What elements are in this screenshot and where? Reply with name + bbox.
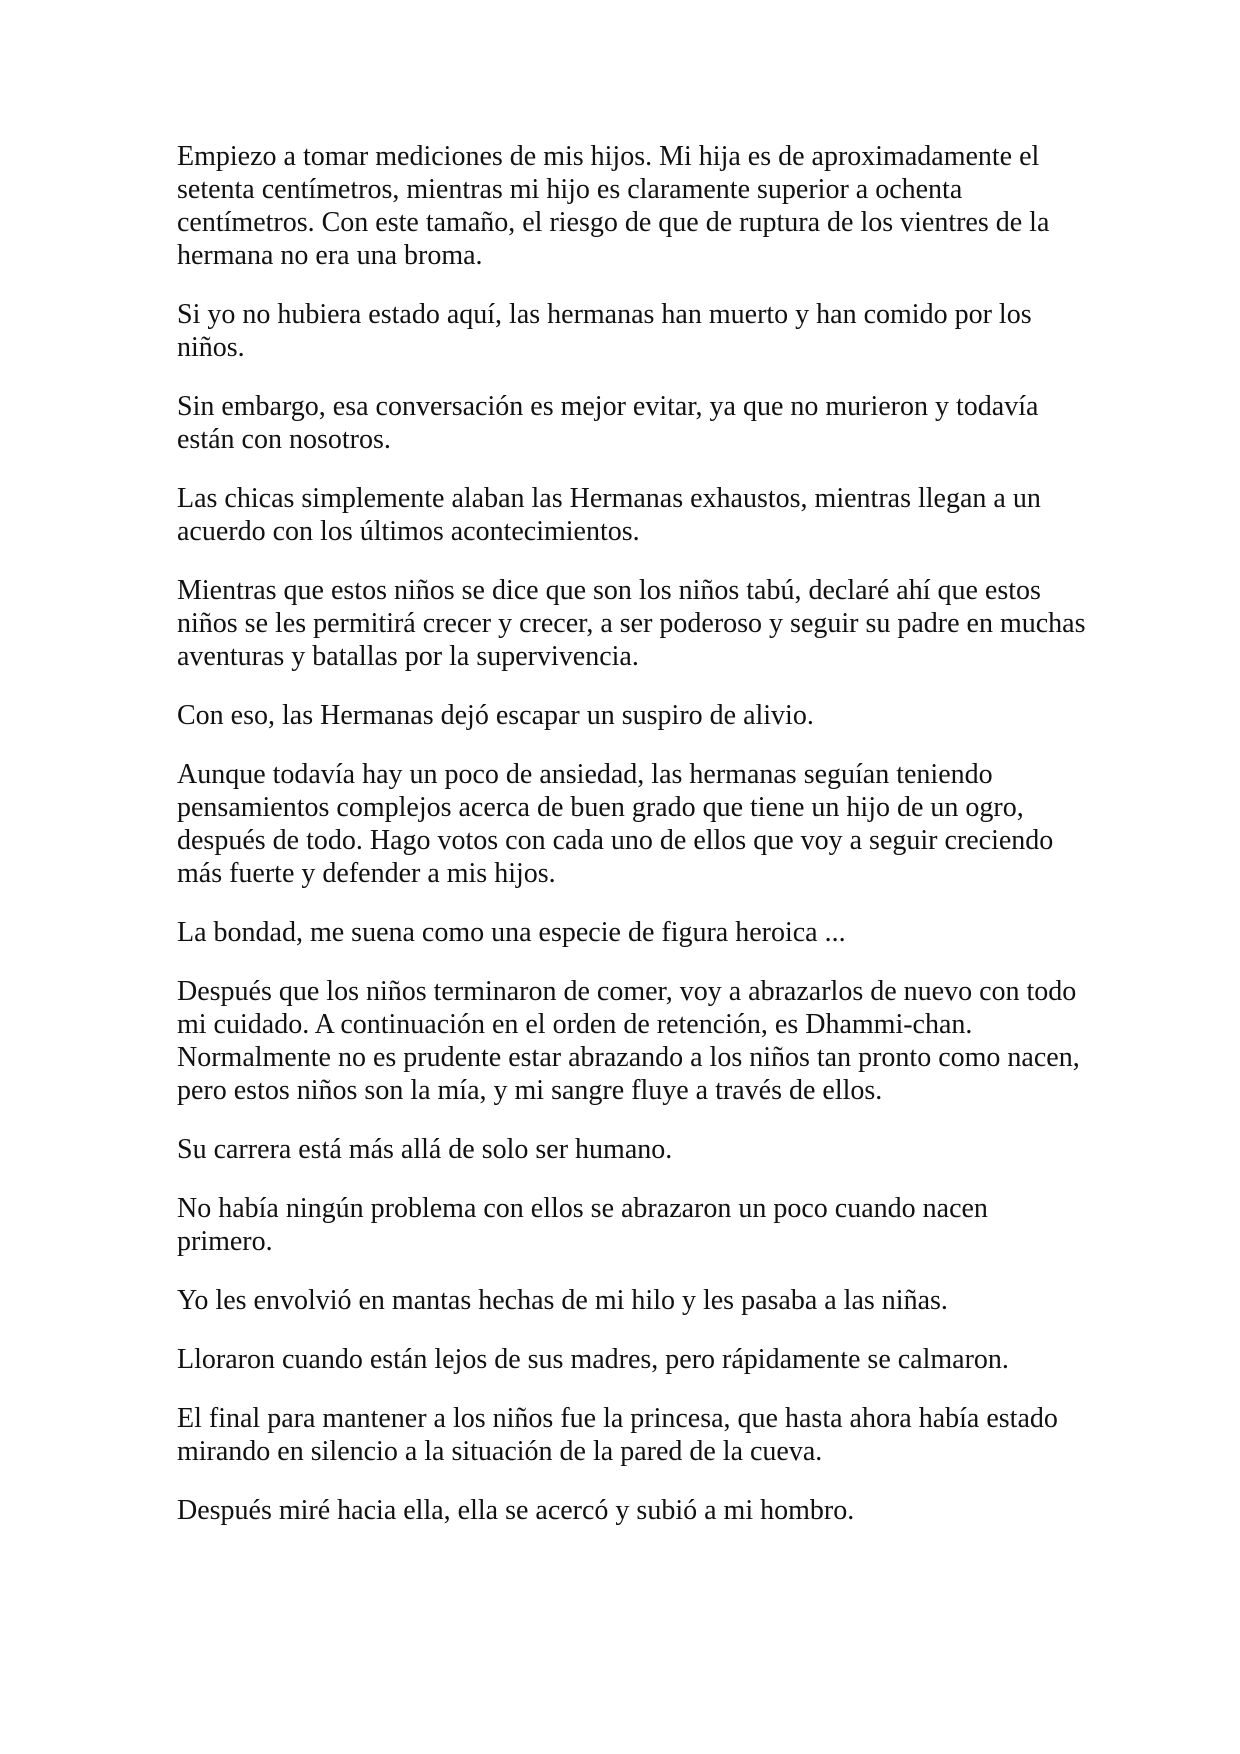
paragraph-8: La bondad, me suena como una especie de figura heroica ... [177,917,846,948]
paragraph-5: Mientras que estos niños se dice que son los niños tabú, declaré ahí que estos niños se les permitirá crecer y crecer, a ser poderoso y seguir su padre en muchas aventuras y batallas por la supervivencia. [177,575,1086,672]
paragraph-2: Si yo no hubiera estado aquí, las hermanas han muerto y han comido por los niños. [177,299,1032,363]
paragraph-13: Lloraron cuando están lejos de sus madres, pero rápidamente se calmaron. [177,1344,1009,1375]
paragraph-9: Después que los niños terminaron de comer, voy a abrazarlos de nuevo con todo mi cuidado. A continuación en el orden de retención, es Dhammi-chan. Normalmente no es prudente estar abrazando a los niños tan pronto como nacen, pero estos niños son la mía, y mi sangre fluye a través de ellos. [177,976,1080,1106]
paragraph-3: Sin embargo, esa conversación es mejor evitar, ya que no murieron y todavía están con nosotros. [177,391,1039,455]
paragraph-4: Las chicas simplemente alaban las Hermanas exhaustos, mientras llegan a un acuerdo con los últimos acontecimientos. [177,483,1041,547]
paragraph-14: El final para mantener a los niños fue la princesa, que hasta ahora había estado mirando en silencio a la situación de la pared de la cueva. [177,1403,1058,1467]
body-text [177,140,1087,1553]
paragraph-1: Empiezo a tomar mediciones de mis hijos. Mi hija es de aproximadamente el setenta centímetros, mientras mi hijo es claramente superior a ochenta centímetros. Con este tamaño, el riesgo de que de ruptura de los vientres de la hermana no era una broma. [177,141,1050,271]
paragraph-7: Aunque todavía hay un poco de ansiedad, las hermanas seguían teniendo pensamientos complejos acerca de buen grado que tiene un hijo de un ogro, después de todo. Hago votos con cada uno de ellos que voy a seguir creciendo más fuerte y defender a mis hijos. [177,759,1054,889]
paragraph-6: Con eso, las Hermanas dejó escapar un suspiro de alivio. [177,700,814,731]
paragraph-11: No había ningún problema con ellos se abrazaron un poco cuando nacen primero. [177,1193,988,1257]
paragraph-15: Después miré hacia ella, ella se acercó y subió a mi hombro. [177,1495,855,1526]
paragraph-10: Su carrera está más allá de solo ser humano. [177,1134,673,1165]
paragraph-12: Yo les envolvió en mantas hechas de mi hilo y les pasaba a las niñas. [177,1285,948,1316]
